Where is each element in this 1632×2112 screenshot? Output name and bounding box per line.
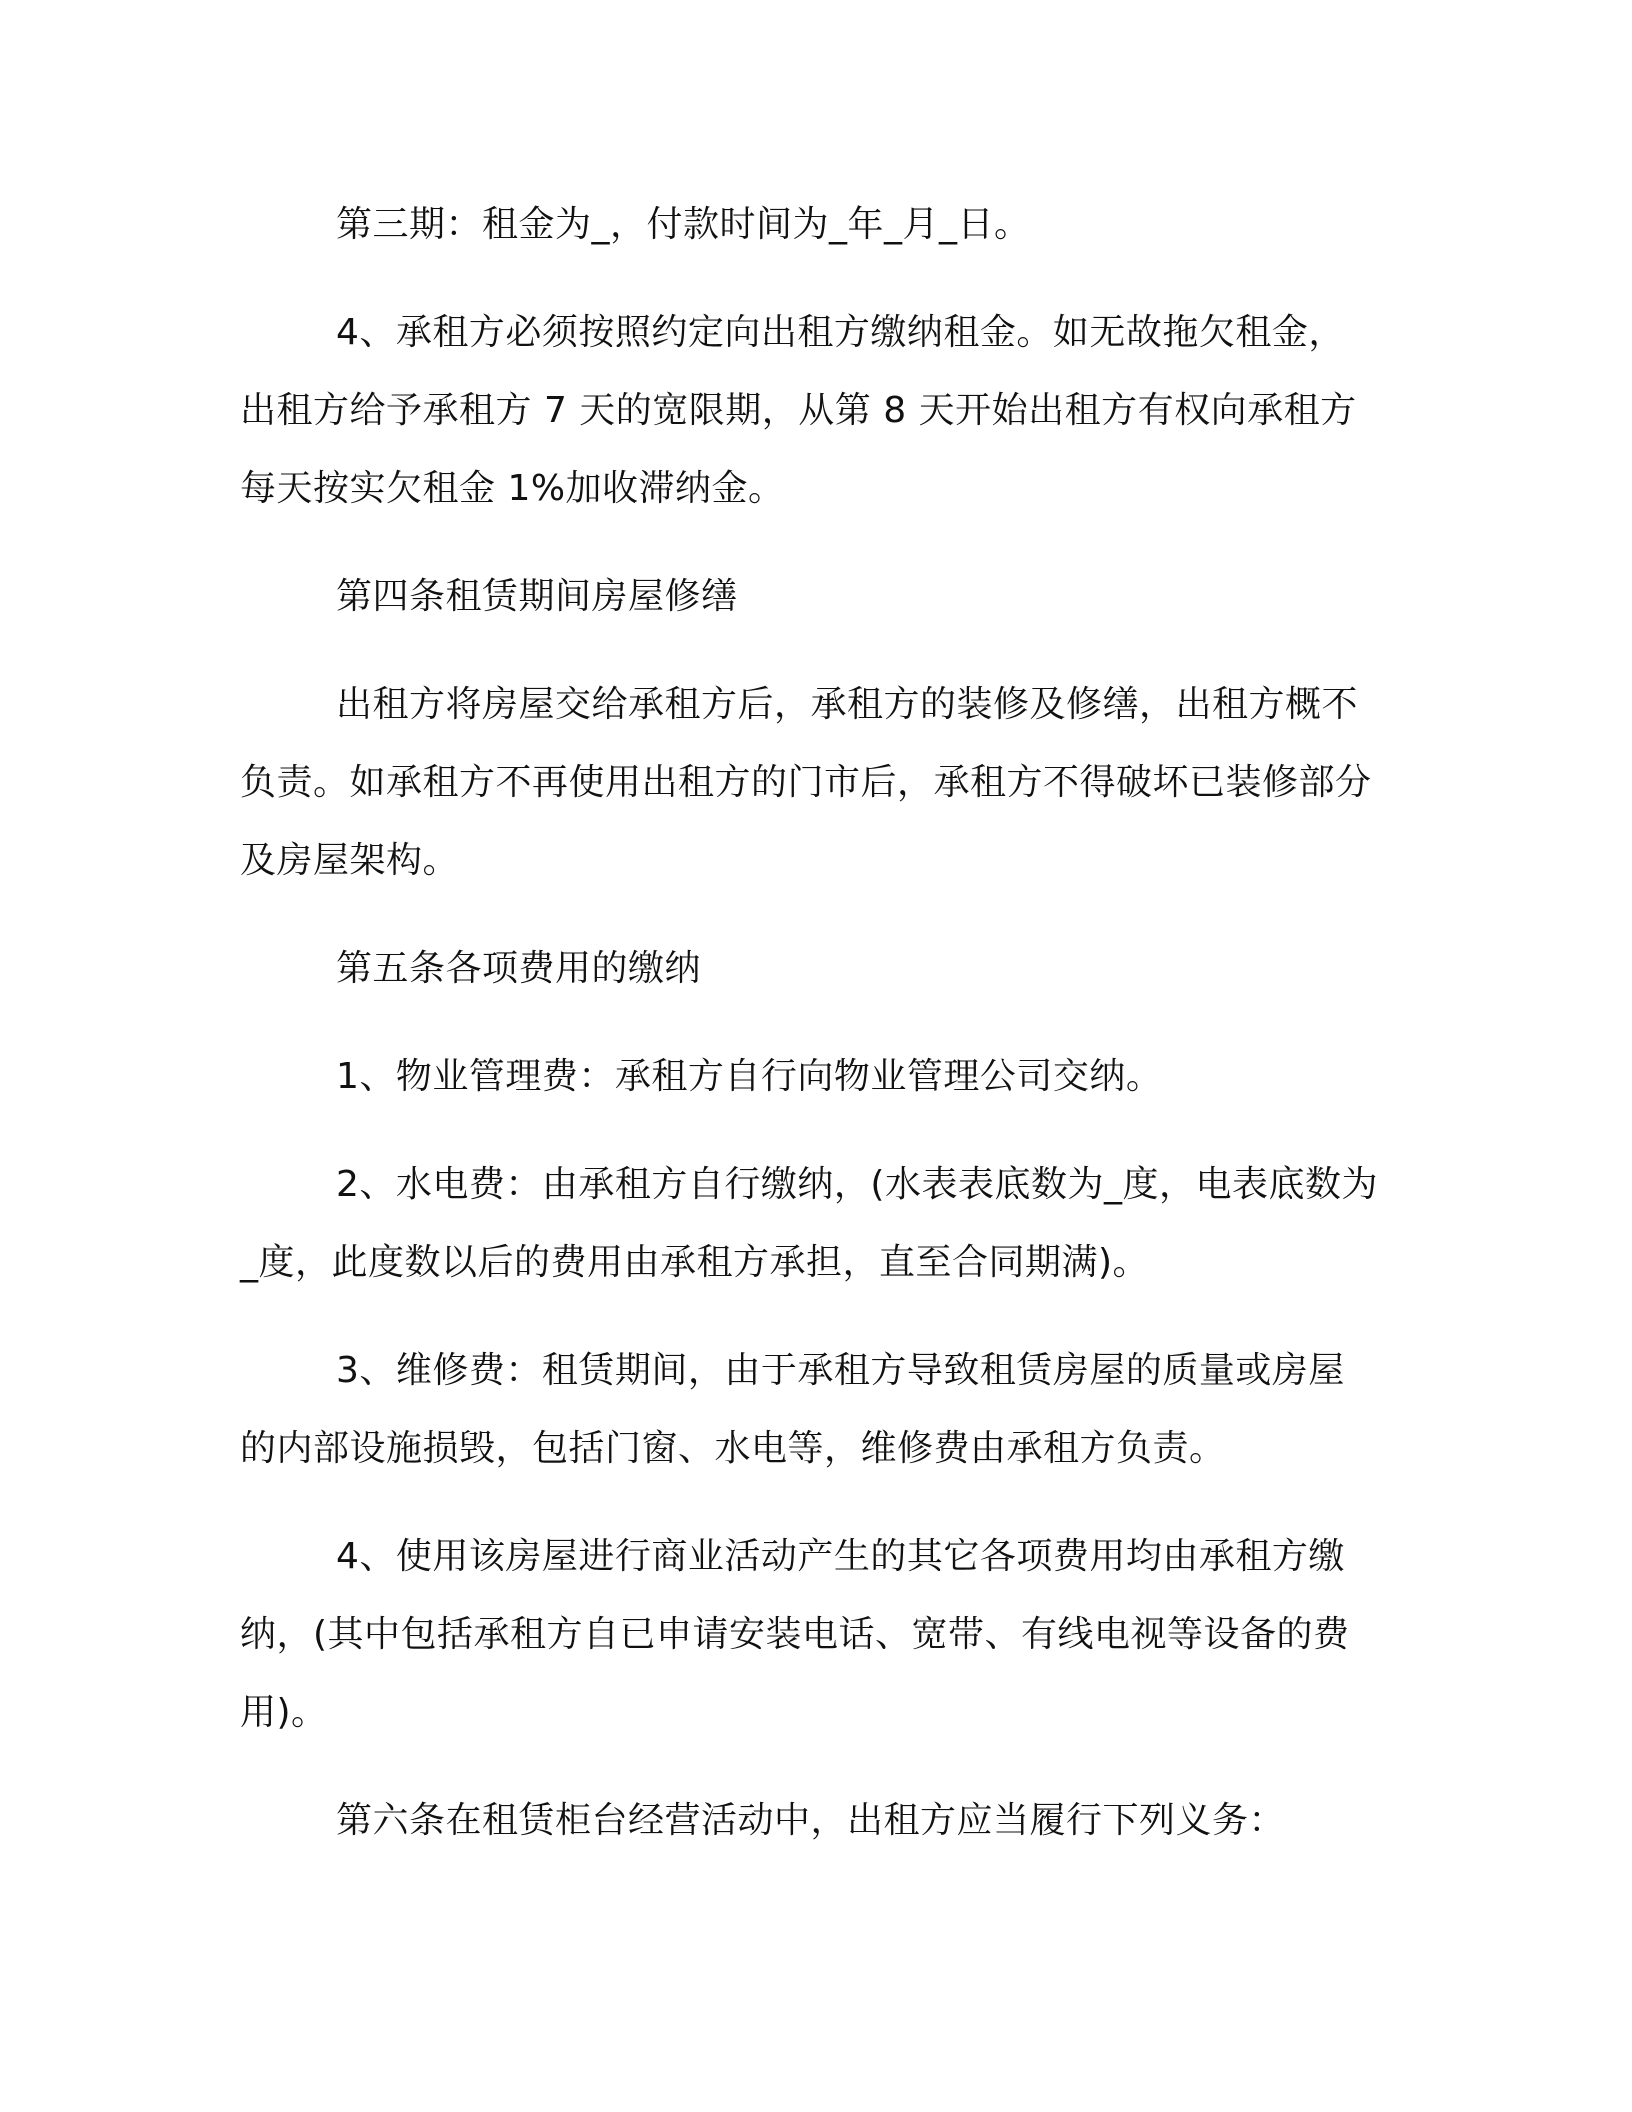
- paragraph-maintenance-fee: 3、维修费：租赁期间，由于承租方导致租赁房屋的质量或房屋的内部设施损毁，包括门窗、水电等，维修费由承租方负责。: [240, 1350, 1345, 1469]
- paragraph-third-installment: 第三期：租金为_，付款时间为_年_月_日。: [336, 204, 1031, 245]
- paragraph-rent-payment-clause: 4、承租方必须按照约定向出租方缴纳租金。如无故拖欠租金，出租方给予承租方 7 天的宽限期，从第 8 天开始出租方有权向承租方每天按实欠租金 1%加收滞纳金。: [240, 312, 1357, 509]
- document-body: [240, 186, 1380, 1890]
- heading-article-four: 第四条租赁期间房屋修缮: [336, 576, 738, 617]
- heading-article-six: 第六条在租赁柜台经营活动中，出租方应当履行下列义务：: [336, 1800, 1286, 1841]
- paragraph-property-fee: 1、物业管理费：承租方自行向物业管理公司交纳。: [336, 1056, 1163, 1097]
- heading-article-five: 第五条各项费用的缴纳: [336, 948, 702, 989]
- paragraph-utility-fee: 2、水电费：由承租方自行缴纳，(水表表底数为_度，电表底数为_度，此度数以后的费用由承租方承担，直至合同期满)。: [240, 1164, 1378, 1283]
- paragraph-other-fees: 4、使用该房屋进行商业活动产生的其它各项费用均由承租方缴纳，(其中包括承租方自已申请安装电话、宽带、有线电视等设备的费用)。: [240, 1536, 1350, 1733]
- paragraph-repair-clause: 出租方将房屋交给承租方后，承租方的装修及修缮，出租方概不负责。如承租方不再使用出租方的门市后，承租方不得破坏已装修部分及房屋架构。: [240, 684, 1372, 881]
